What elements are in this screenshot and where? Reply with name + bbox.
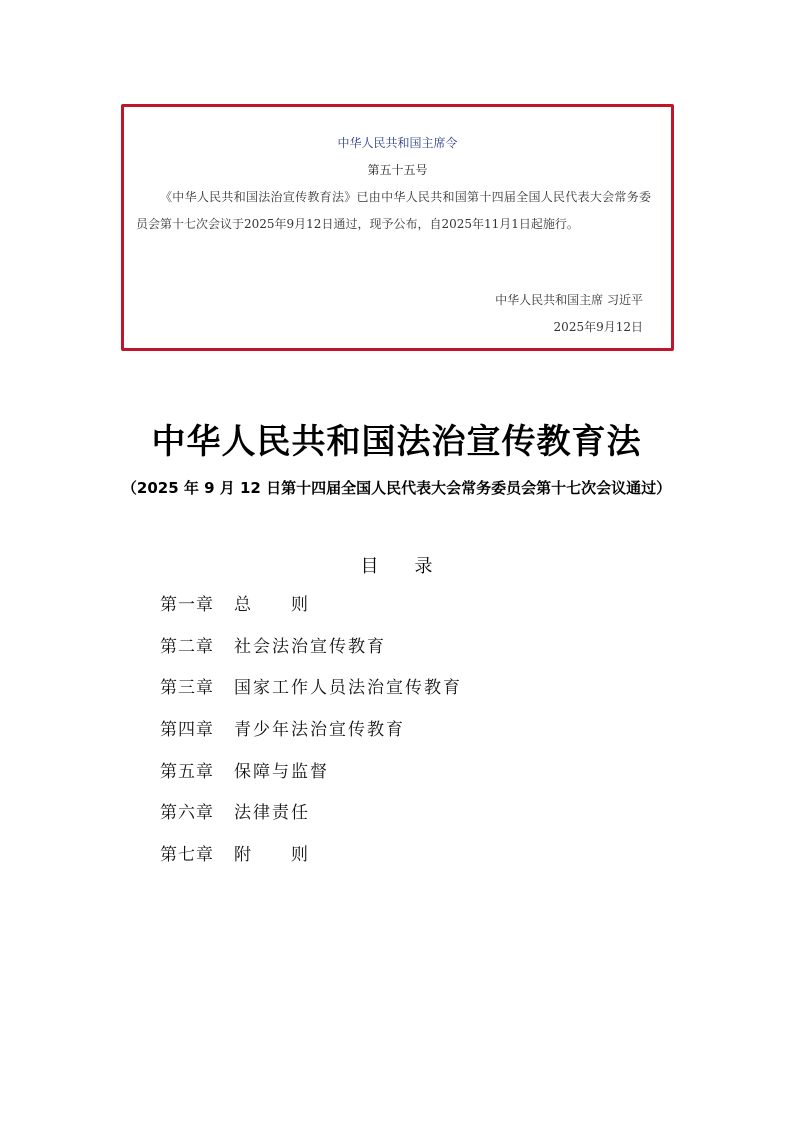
law-subtitle: （2025 年 9 月 12 日第十四届全国人民代表大会常务委员会第十七次会议通过） <box>121 479 672 497</box>
toc-chapter-number: 第七章 <box>160 845 214 866</box>
toc-heading: 目录 <box>360 556 469 577</box>
law-title: 中华人民共和国法治宣传教育法 <box>151 422 642 462</box>
toc-chapter-name: 保障与监督 <box>234 761 329 782</box>
presidential-order-box <box>121 104 674 351</box>
order-number: 第五十五号 <box>367 163 428 177</box>
toc-chapter-number: 第四章 <box>160 720 214 741</box>
toc-chapter-name: 社会法治宣传教育 <box>234 636 386 657</box>
toc-chapter-number: 第一章 <box>160 595 214 615</box>
toc-item-2[interactable] <box>160 634 462 676</box>
toc-item-6[interactable] <box>160 800 462 842</box>
order-body: 《中华人民共和国法治宣传教育法》已由中华人民共和国第十四届全国人民代表大会常务委员会第十七次会议于2025年9月12日通过，现予公布，自2025年11月1日起施行。 <box>136 190 651 231</box>
toc-chapter-number: 第三章 <box>160 678 214 699</box>
toc-chapter-name: 附 则 <box>234 845 310 866</box>
toc-chapter-name: 国家工作人员法治宣传教育 <box>234 678 462 699</box>
order-signer: 中华人民共和国主席 习近平 <box>495 293 643 307</box>
toc-chapter-number: 第二章 <box>160 636 214 657</box>
toc-chapter-name: 法律责任 <box>234 803 310 824</box>
toc-item-3[interactable] <box>160 675 462 717</box>
toc-chapter-name: 总 则 <box>234 595 310 615</box>
toc-item-5[interactable] <box>160 759 462 801</box>
toc-item-1[interactable] <box>160 592 462 634</box>
toc-chapter-name: 青少年法治宣传教育 <box>234 720 405 741</box>
order-date: 2025年9月12日 <box>553 320 643 334</box>
toc-item-4[interactable] <box>160 717 462 759</box>
toc-chapter-number: 第六章 <box>160 803 214 824</box>
toc-item-7[interactable] <box>160 842 462 884</box>
toc-list <box>160 592 462 884</box>
toc-chapter-number: 第五章 <box>160 761 214 782</box>
order-title: 中华人民共和国主席令 <box>337 136 458 150</box>
